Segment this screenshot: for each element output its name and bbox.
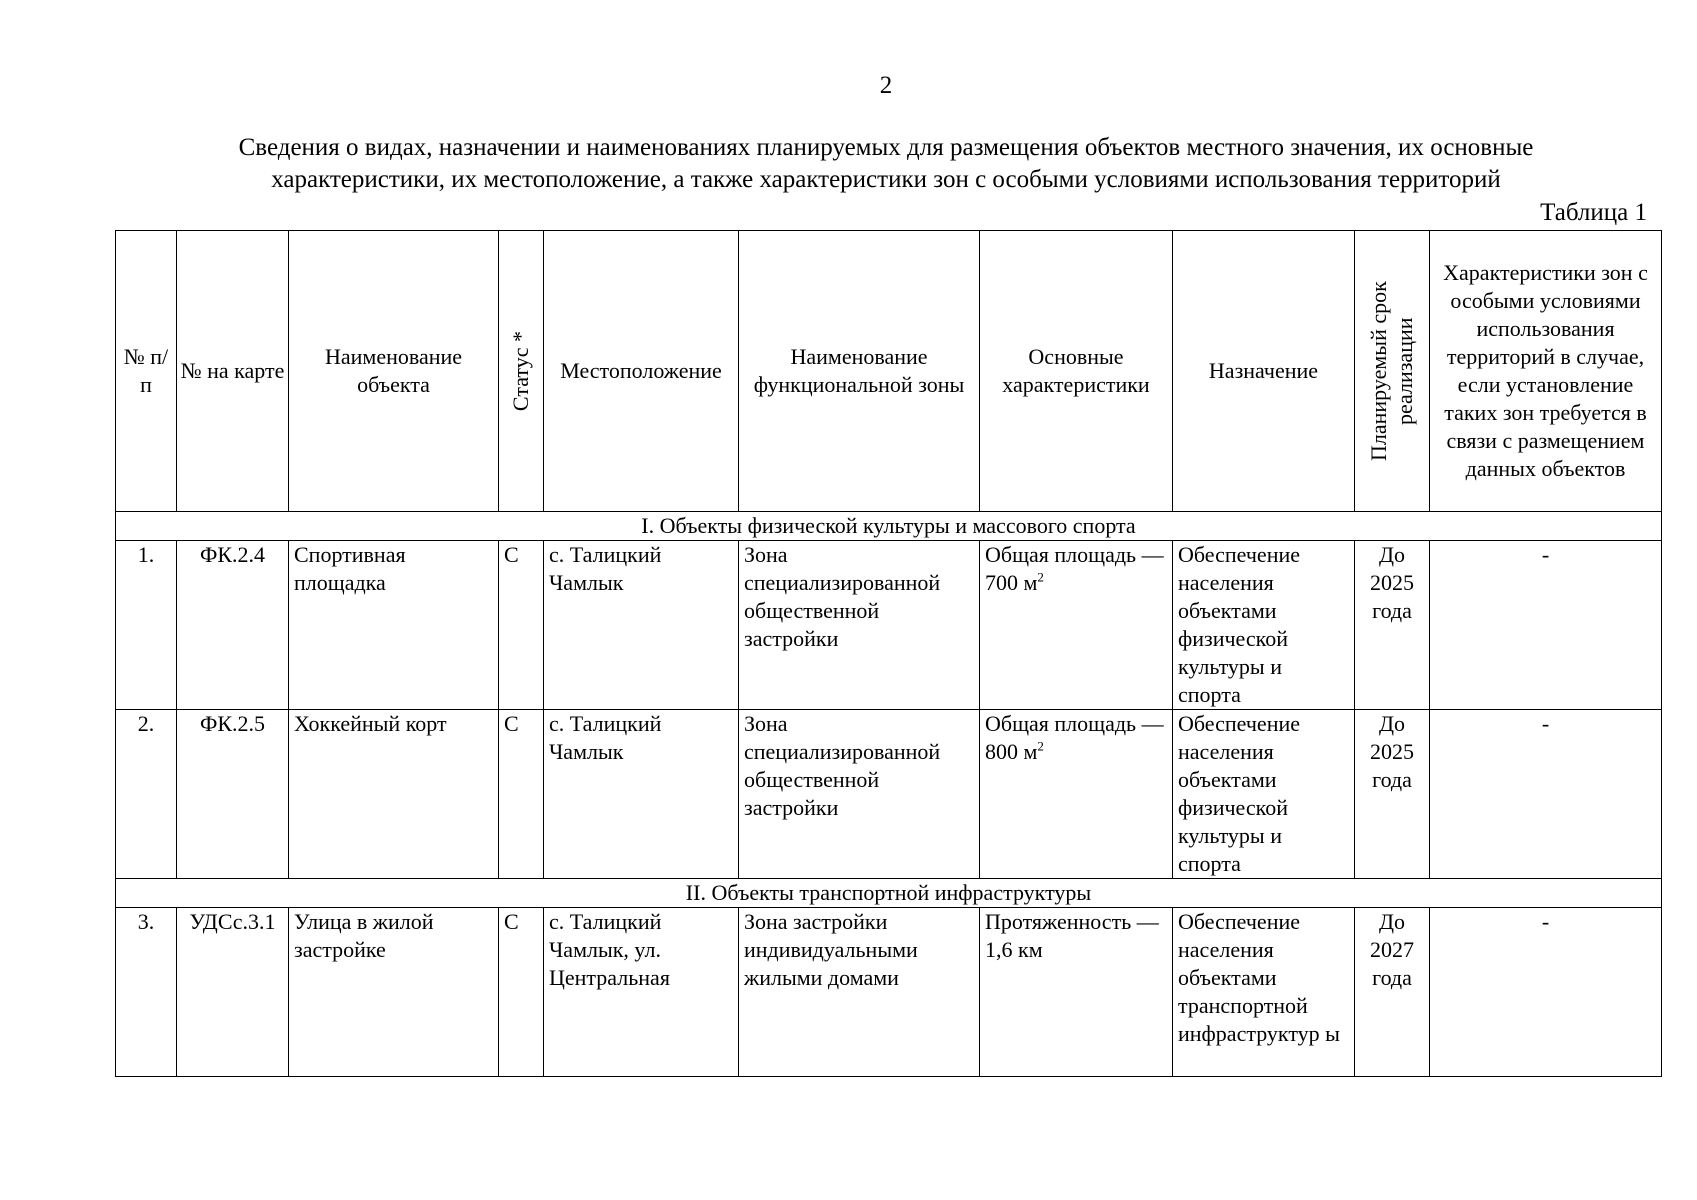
table-label: Таблица 1 [1540, 199, 1647, 226]
characteristics-text: Общая площадь — 800 м [985, 711, 1164, 764]
header-status: Статус * [508, 330, 533, 412]
cell-map-num: ФК.2.5 [177, 710, 289, 879]
cell-zone: Зона специализированной общественной застройки [739, 541, 980, 710]
characteristics-text: Общая площадь — 700 м [985, 542, 1164, 595]
header-row [116, 231, 1662, 512]
cell-characteristics [980, 541, 1173, 710]
cell-num: 2. [116, 710, 177, 879]
header-map-num: № на карте [177, 231, 289, 512]
header-status-cell [499, 231, 544, 512]
cell-special-zones: - [1430, 710, 1662, 879]
section-row [116, 512, 1662, 541]
header-special-zones: Характеристики зон с особыми условиями использования территорий в случае, если установление таких зон требуется в связи с размещением данных объектов [1430, 231, 1662, 512]
cell-term: До 2025 года [1355, 710, 1430, 879]
cell-status: С [499, 710, 544, 879]
cell-num: 1. [116, 541, 177, 710]
title-line-2: характеристики, их местоположение, а также характеристики зон с особыми условиями использования территорий [271, 166, 1501, 193]
cell-name: Спортивная площадка [289, 541, 499, 710]
cell-special-zones: - [1430, 908, 1662, 1077]
cell-name: Улица в жилой застройке [289, 908, 499, 1077]
cell-purpose: Обеспечение населения объектами транспортной инфраструктур ы [1173, 908, 1355, 1077]
header-num: № п/п [116, 231, 177, 512]
section-title: II. Объекты транспортной инфраструктуры [116, 879, 1662, 908]
cell-location: с. Талицкий Чамлык [544, 710, 739, 879]
header-purpose: Назначение [1173, 231, 1355, 512]
cell-map-num: ФК.2.4 [177, 541, 289, 710]
header-zone: Наименование функциональной зоны [739, 231, 980, 512]
objects-table [115, 230, 1662, 1077]
cell-purpose: Обеспечение населения объектами физической культуры и спорта [1173, 541, 1355, 710]
section-row [116, 879, 1662, 908]
cell-special-zones: - [1430, 541, 1662, 710]
header-term: Планируемый срок реализации [1366, 281, 1417, 461]
cell-characteristics [980, 710, 1173, 879]
characteristics-superscript: 2 [1037, 738, 1044, 754]
cell-zone: Зона специализированной общественной застройки [739, 710, 980, 879]
cell-status: С [499, 541, 544, 710]
cell-location: с. Талицкий Чамлык, ул. Центральная [544, 908, 739, 1077]
header-term-cell [1355, 231, 1430, 512]
cell-location: с. Талицкий Чамлык [544, 541, 739, 710]
cell-name: Хоккейный корт [289, 710, 499, 879]
header-location: Местоположение [544, 231, 739, 512]
cell-term: До 2025 года [1355, 541, 1430, 710]
cell-term: До 2027 года [1355, 908, 1430, 1077]
document-title [120, 132, 1652, 196]
characteristics-superscript: 2 [1037, 569, 1044, 585]
table-row [116, 908, 1662, 1077]
cell-purpose: Обеспечение населения объектами физической культуры и спорта [1173, 710, 1355, 879]
cell-characteristics [980, 908, 1173, 1077]
cell-map-num: УДСс.3.1 [177, 908, 289, 1077]
cell-status: С [499, 908, 544, 1077]
cell-num: 3. [116, 908, 177, 1077]
characteristics-text: Протяженность — 1,6 км [985, 909, 1159, 962]
section-title: I. Объекты физической культуры и массового спорта [116, 512, 1662, 541]
title-line-1: Сведения о видах, назначении и наименованиях планируемых для размещения объектов местного значения, их основные [238, 134, 1534, 161]
table-row [116, 710, 1662, 879]
header-characteristics: Основные характеристики [980, 231, 1173, 512]
cell-zone: Зона застройки индивидуальными жилыми домами [739, 908, 980, 1077]
table-row [116, 541, 1662, 710]
page-number: 2 [879, 72, 893, 99]
header-name: Наименование объекта [289, 231, 499, 512]
